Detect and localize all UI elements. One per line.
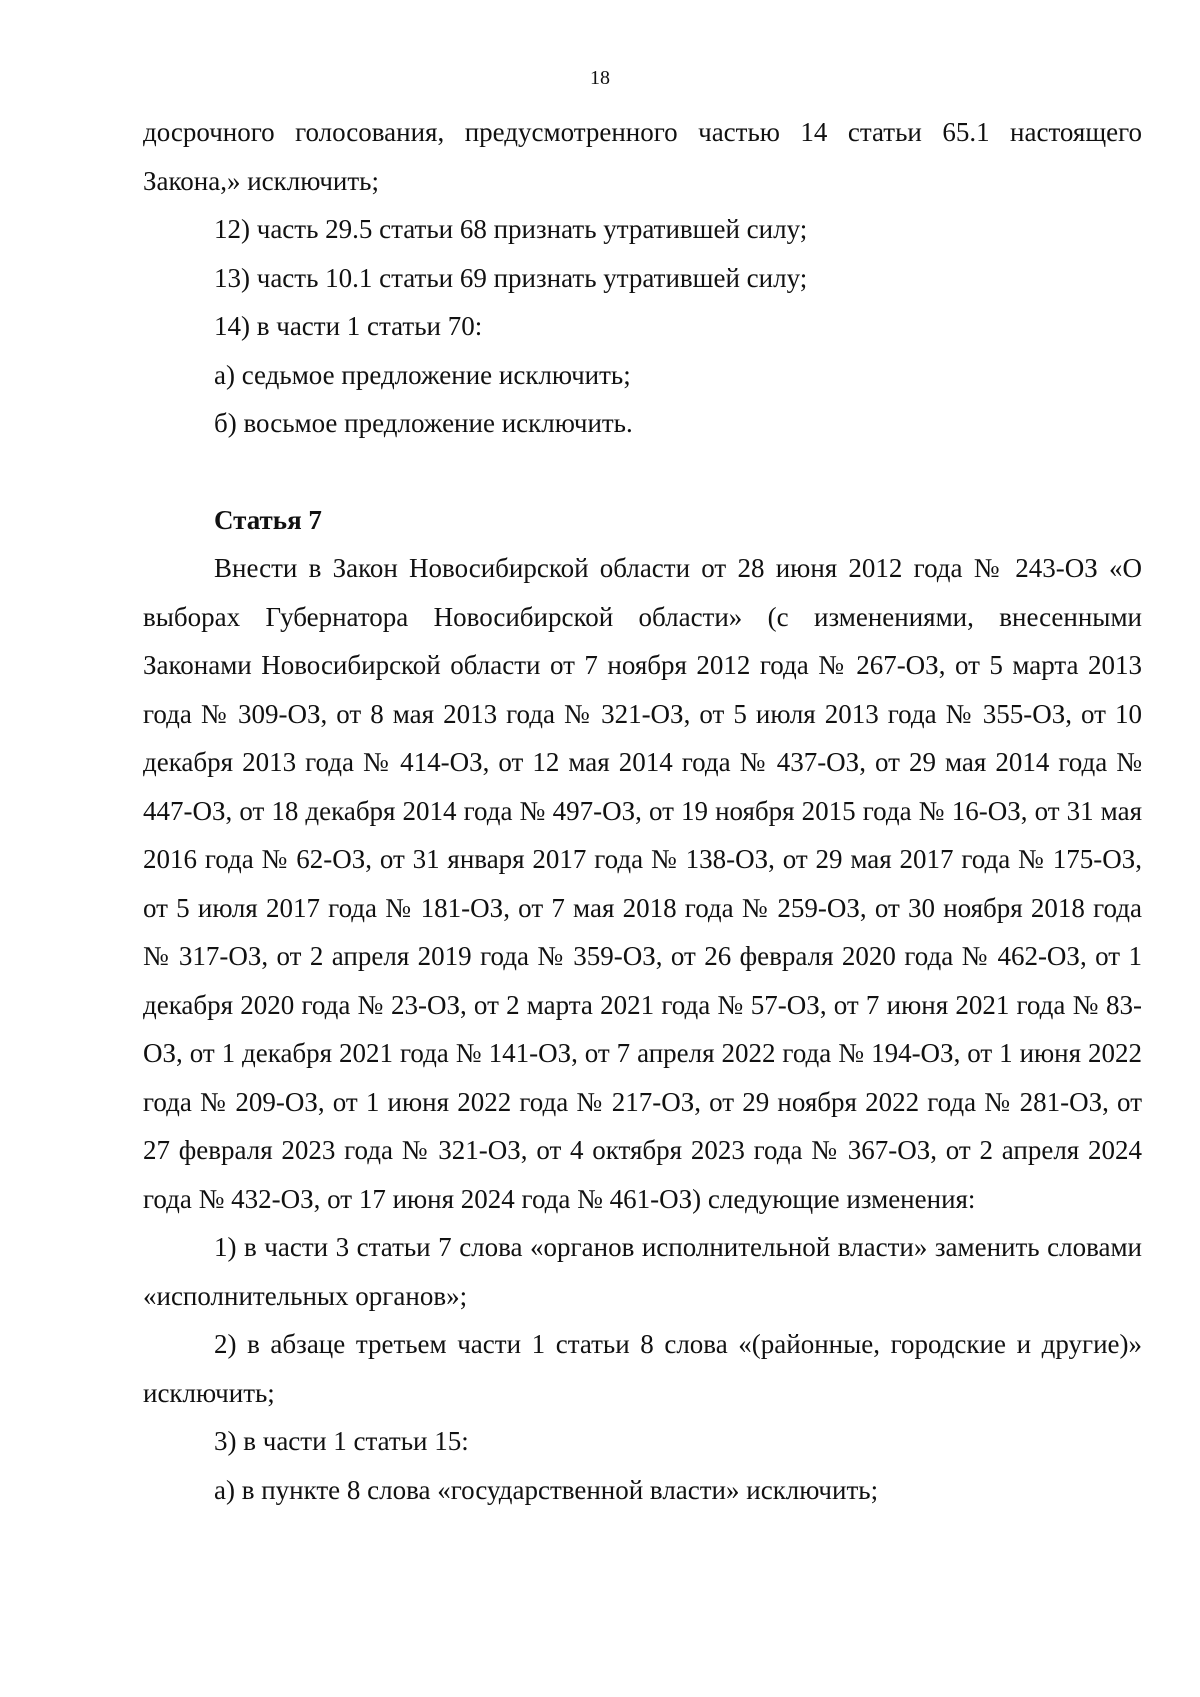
section-gap: [143, 448, 1142, 496]
list-item: а) седьмое предложение исключить;: [214, 359, 631, 390]
list-item: 2) в абзаце третьем части 1 статьи 8 слова «(районные, городские и другие)» исключить;: [143, 1329, 1142, 1408]
paragraph: Внести в Закон Новосибирской области от 28 июня 2012 года № 243-ОЗ «О выборах Губернатора Новосибирской области» (с изменениями, внесенными Законами Новосибирской области от 7 ноября 2012 года № 267-ОЗ, от 5 марта 2013 года № 309-ОЗ, от 8 мая 2013 года № 321-ОЗ, от 5 июля 2013 года № 355-ОЗ, от 10 декабря 2013 года № 414-ОЗ, от 12 мая 2014 года № 437-ОЗ, от 29 мая 2014 года № 447-ОЗ, от 18 декабря 2014 года № 497-ОЗ, от 19 ноября 2015 года № 16-ОЗ, от 31 мая 2016 года № 62-ОЗ, от 31 января 2017 года № 138-ОЗ, от 29 мая 2017 года № 175-ОЗ, от 5 июля 2017 года № 181-ОЗ, от 7 мая 2018 года № 259-ОЗ, от 30 ноября 2018 года № 317-ОЗ, от 2 апреля 2019 года № 359-ОЗ, от 26 февраля 2020 года № 462-ОЗ, от 1 декабря 2020 года № 23-ОЗ, от 2 марта 2021 года № 57-ОЗ, от 7 июня 2021 года № 83-ОЗ, от 1 декабря 2021 года № 141-ОЗ, от 7 апреля 2022 года № 194-ОЗ, от 1 июня 2022 года № 209-ОЗ, от 1 июня 2022 года № 217-ОЗ, от 29 ноября 2022 года № 281-ОЗ, от 27 февраля 2023 года № 321-ОЗ, от 4 октября 2023 года № 367-ОЗ, от 2 апреля 2024 года № 432-ОЗ, от 17 июня 2024 года № 461-ОЗ) следующие изменения:: [143, 553, 1142, 1214]
list-item: 1) в части 3 статьи 7 слова «органов исполнительной власти» заменить словами «исполнительных органов»;: [143, 1232, 1142, 1311]
list-item: б) восьмое предложение исключить.: [214, 408, 633, 438]
list-item: 12) часть 29.5 статьи 68 признать утратившей силу;: [214, 214, 808, 244]
list-item: 14) в части 1 статьи 70:: [214, 311, 483, 341]
paragraph: досрочного голосования, предусмотренного частью 14 статьи 65.1 настоящего Закона,» исключить;: [143, 117, 1142, 196]
document-body: [143, 108, 1142, 1514]
page-number: 18: [590, 67, 610, 89]
list-item: 13) часть 10.1 статьи 69 признать утратившей силу;: [214, 262, 808, 293]
list-item: а) в пункте 8 слова «государственной власти» исключить;: [214, 1474, 879, 1505]
list-item: 3) в части 1 статьи 15:: [214, 1426, 469, 1456]
article-heading: Статья 7: [214, 504, 322, 535]
